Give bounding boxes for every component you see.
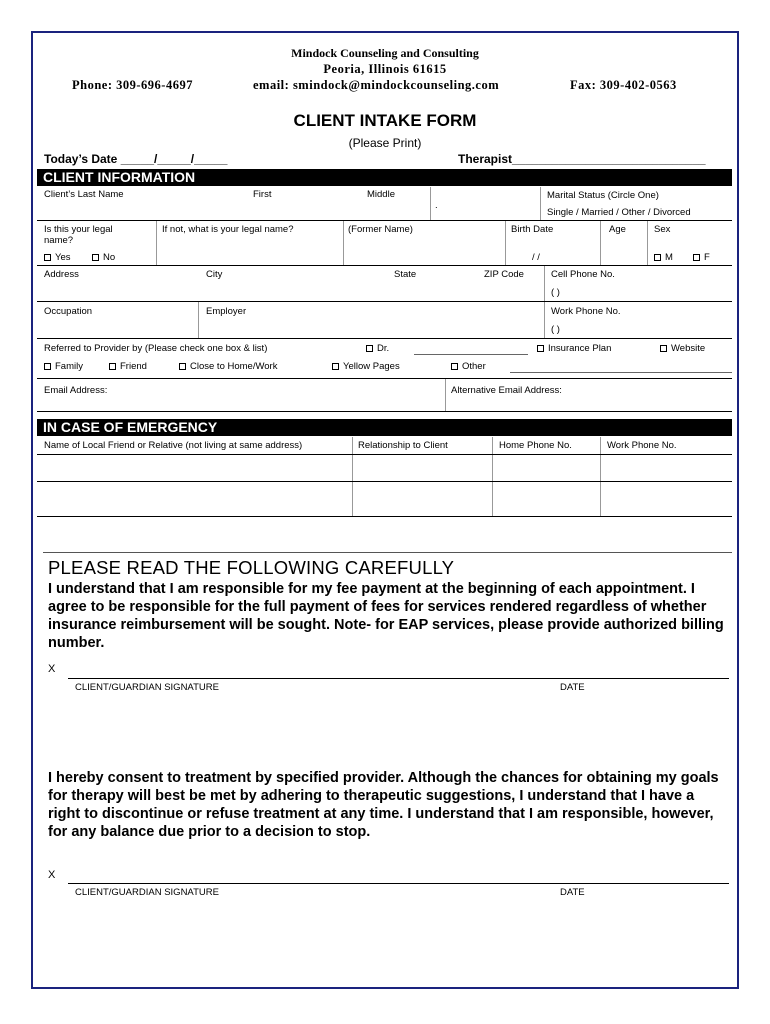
- age-label[interactable]: Age: [609, 224, 626, 235]
- please-print: (Please Print): [348, 136, 422, 150]
- referral-insurance-checkbox[interactable]: Insurance Plan: [537, 343, 611, 354]
- email-address-label[interactable]: Email Address:: [44, 385, 108, 396]
- sex-male-checkbox[interactable]: M: [654, 252, 673, 263]
- city-label[interactable]: City: [206, 269, 223, 280]
- divider: [37, 265, 732, 266]
- divider: [492, 437, 493, 517]
- work-phone-label[interactable]: Work Phone No.: [551, 306, 621, 317]
- read-carefully-heading: PLEASE READ THE FOLLOWING CAREFULLY: [48, 557, 455, 578]
- org-city: Peoria, Illinois 61615: [323, 62, 447, 76]
- signature-line-2[interactable]: [68, 883, 729, 884]
- divider: [37, 220, 732, 221]
- birth-date-slashes: / /: [532, 252, 540, 263]
- divider: [445, 379, 446, 412]
- checkbox-icon: [451, 363, 458, 370]
- last-name-label[interactable]: Client’s Last Name: [44, 189, 124, 200]
- divider: [600, 221, 601, 265]
- marital-options[interactable]: Single / Married / Other / Divorced: [547, 207, 691, 218]
- checkbox-icon: [109, 363, 116, 370]
- referral-close-to-home-checkbox[interactable]: Close to Home/Work: [179, 361, 277, 372]
- divider: [198, 302, 199, 338]
- signature-x-mark: X: [48, 663, 56, 675]
- divider: [647, 221, 648, 265]
- referred-label: Referred to Provider by (Please check one box & list): [44, 343, 268, 354]
- cell-phone-label[interactable]: Cell Phone No.: [551, 269, 615, 280]
- relationship-column: Relationship to Client: [358, 440, 448, 451]
- referral-yellow-pages-checkbox[interactable]: Yellow Pages: [332, 361, 400, 372]
- divider: [352, 437, 353, 517]
- divider: [156, 221, 157, 265]
- checkbox-icon: [660, 345, 667, 352]
- cell-phone-paren: ( ): [551, 287, 560, 298]
- divider: [43, 552, 732, 553]
- legal-name-label[interactable]: If not, what is your legal name?: [162, 224, 294, 235]
- birth-date-label[interactable]: Birth Date: [511, 224, 554, 235]
- referral-dr-checkbox[interactable]: Dr.: [366, 343, 389, 354]
- todays-date-field[interactable]: Today’s Date _____/_____/_____: [44, 152, 228, 166]
- legal-name-question: Is this your legal: [44, 224, 113, 235]
- former-name-label[interactable]: (Former Name): [348, 224, 413, 235]
- date-label-1: DATE: [560, 682, 585, 693]
- state-label[interactable]: State: [394, 269, 417, 280]
- legal-yes-checkbox[interactable]: Yes: [44, 252, 71, 263]
- client-info-heading: CLIENT INFORMATION: [37, 169, 732, 186]
- org-name: Mindock Counseling and Consulting: [291, 46, 479, 60]
- marital-status-label: Marital Status (Circle One): [547, 190, 659, 201]
- checkbox-icon: [693, 254, 700, 261]
- divider: [343, 221, 344, 265]
- divider: [37, 411, 732, 412]
- checkbox-icon: [44, 363, 51, 370]
- consent-text: I hereby consent to treatment by specified provider. Although the chances for obtaining my goals for therapy will best be met by adhering to therapeutic suggestions, I understand that I have a right to discontinue or refuse treatment at any time. I understand that I am responsible, however, for any balance due prior to a decision to stop.: [48, 770, 719, 840]
- checkbox-icon: [366, 345, 373, 352]
- employer-label[interactable]: Employer: [206, 306, 247, 317]
- signature-label-1: CLIENT/GUARDIAN SIGNATURE: [75, 682, 219, 693]
- checkbox-icon: [332, 363, 339, 370]
- fee-agreement-text: I understand that I am responsible for my fee payment at the beginning of each appointment. I agree to be responsible for the full payment of fees for services rendered regardless of whether insurance reimbursement will be sought. Note- for EAP services, please provide authorized billing number.: [48, 581, 724, 651]
- divider: [505, 221, 506, 265]
- org-phone: Phone: 309-696-4697: [72, 78, 193, 92]
- signature-label-2: CLIENT/GUARDIAN SIGNATURE: [75, 887, 219, 898]
- divider: [600, 437, 601, 517]
- occupation-label[interactable]: Occupation: [44, 306, 93, 317]
- divider: [544, 266, 545, 338]
- emergency-row-2[interactable]: [37, 516, 732, 517]
- legal-name-question-2: name?: [44, 235, 74, 246]
- checkbox-icon: [537, 345, 544, 352]
- divider: [37, 338, 732, 339]
- divider: [37, 301, 732, 302]
- sex-female-checkbox[interactable]: F: [693, 252, 710, 263]
- home-phone-column: Home Phone No.: [499, 440, 572, 451]
- divider: [540, 187, 541, 220]
- divider: [430, 187, 431, 220]
- referral-website-checkbox[interactable]: Website: [660, 343, 705, 354]
- other-line[interactable]: [510, 372, 732, 373]
- signature-x-mark: X: [48, 869, 56, 881]
- referral-other-checkbox[interactable]: Other: [451, 361, 486, 372]
- divider: [37, 378, 732, 379]
- work-phone-column: Work Phone No.: [607, 440, 677, 451]
- emergency-row-1[interactable]: [37, 481, 732, 482]
- dr-name-line[interactable]: [414, 354, 528, 355]
- referral-family-checkbox[interactable]: Family: [44, 361, 83, 372]
- form-title: CLIENT INTAKE FORM: [293, 111, 477, 130]
- signature-line-1[interactable]: [68, 678, 729, 679]
- checkbox-icon: [179, 363, 186, 370]
- address-label[interactable]: Address: [44, 269, 79, 280]
- therapist-field[interactable]: Therapist_____________________________: [458, 152, 706, 166]
- zip-label[interactable]: ZIP Code: [484, 269, 524, 280]
- first-name-label[interactable]: First: [253, 189, 272, 200]
- middle-name-label[interactable]: Middle: [367, 189, 395, 200]
- sex-label: Sex: [654, 224, 671, 235]
- org-fax: Fax: 309-402-0563: [570, 78, 677, 92]
- checkbox-icon: [654, 254, 661, 261]
- divider: [37, 454, 732, 455]
- legal-no-checkbox[interactable]: No: [92, 252, 115, 263]
- referral-friend-checkbox[interactable]: Friend: [109, 361, 147, 372]
- date-label-2: DATE: [560, 887, 585, 898]
- alt-email-label[interactable]: Alternative Email Address:: [451, 385, 562, 396]
- emergency-heading: IN CASE OF EMERGENCY: [37, 419, 732, 436]
- org-email: email: smindock@mindockcounseling.com: [253, 78, 500, 92]
- checkbox-icon: [44, 254, 51, 261]
- emergency-name-column: Name of Local Friend or Relative (not living at same address): [44, 440, 303, 451]
- checkbox-icon: [92, 254, 99, 261]
- dot: .: [435, 200, 438, 211]
- work-phone-paren: ( ): [551, 324, 560, 335]
